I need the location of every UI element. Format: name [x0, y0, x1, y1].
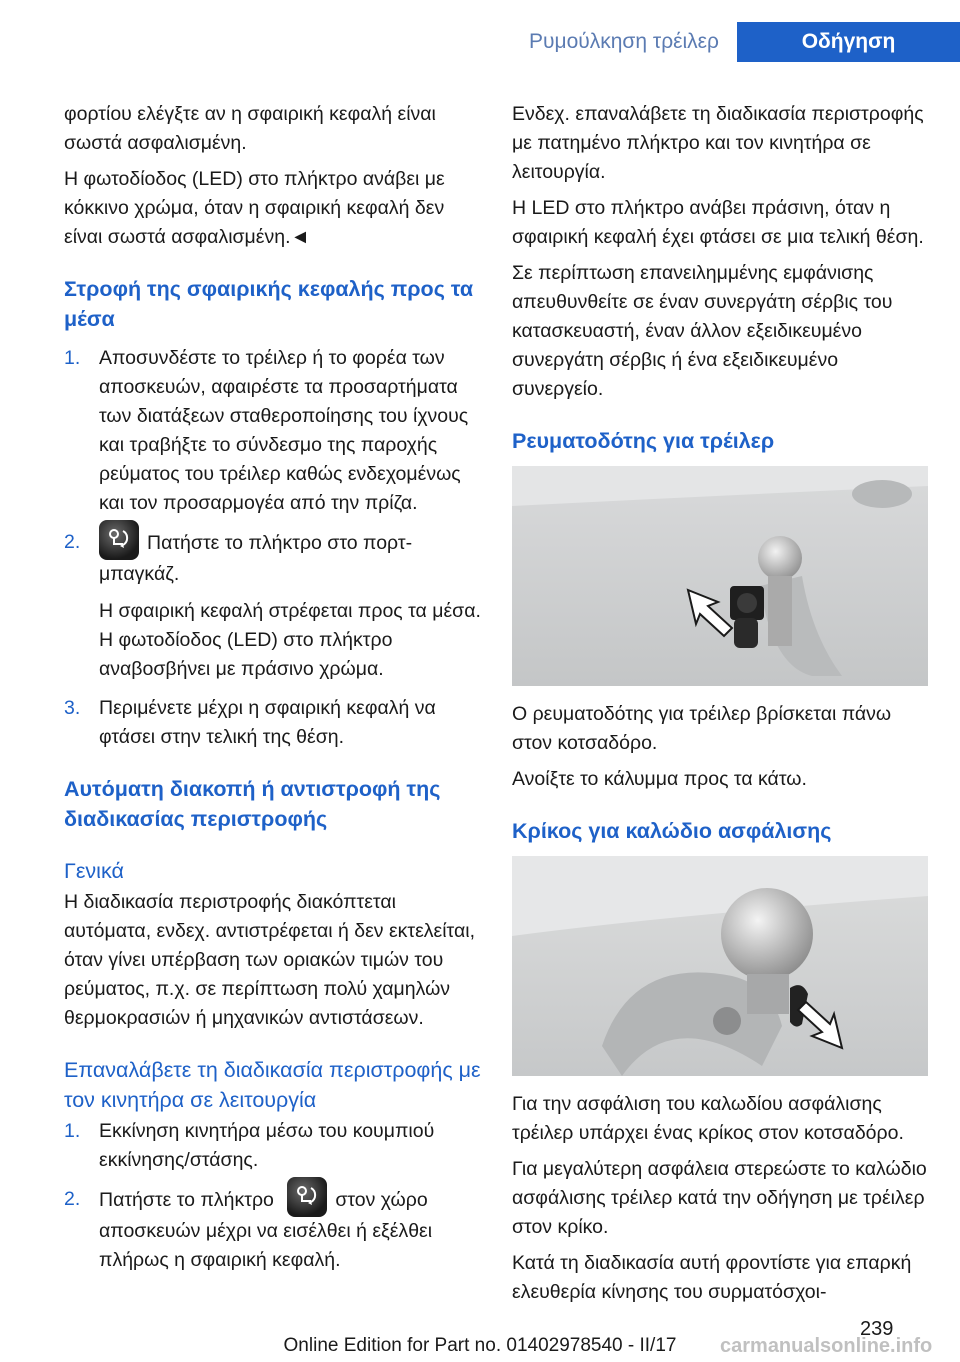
step-text: Πατήστε το πλήκτρο στο πορτ-μπαγκάζ. — [99, 532, 413, 585]
ring-photo — [512, 856, 928, 1076]
paragraph: Κατά τη διαδικασία αυτή φροντίστε για επαρκή ελευθερία κίνησης του συρματόσχοι- — [512, 1252, 912, 1303]
heading-rotate: Στροφή της σφαιρικής κεφαλής προς τα μέσα — [64, 277, 474, 331]
page-number: 239 — [860, 1318, 894, 1340]
heading-general: Γενικά — [64, 859, 124, 883]
step-text: στον χώρο αποσκευών μέχρι να εισέλθει ή εξέλθει πλήρως η σφαιρική κεφαλή. — [99, 1189, 433, 1271]
step-text: Αποσυνδέστε το τρέιλερ ή το φορέα των αποσκευών, αφαιρέστε τα προσαρτήματα των διατάξεων σταθεροποίησης του ίχνους και τραβήξτε το σύνδεσμο της παροχής ρεύματος του τρέιλερ καθώς ενδεχομένως και τον προσαρμογέα από την πρίζα. — [99, 347, 469, 514]
paragraph: Η διαδικασία περιστροφής διακόπτεται αυτόματα, ενδεχ. αντιστρέφεται ή δεν εκτελείται, όταν γίνει υπέρβαση των οριακών τιμών του ρεύματος, π.χ. σε περίπτωση πολύ χαμηλών θερμοκρασιών ή μηχανικών αντιστάσεων. — [64, 891, 476, 1029]
list-item — [64, 1117, 484, 1175]
paragraph: Ενδεχ. επαναλάβετε τη διαδικασία περιστροφής με πατημένο πλήκτρο και τον κινητήρα σε λειτουργία. — [512, 103, 924, 183]
list-item — [64, 344, 484, 518]
tab-chapter[interactable]: Οδήγηση — [737, 22, 960, 62]
step-number: 3. — [64, 697, 81, 719]
heading-power-socket: Ρευματοδότης για τρέιλερ — [512, 429, 775, 453]
step-number: 1. — [64, 1120, 81, 1142]
paragraph: Η φωτοδίοδος (LED) στο πλήκτρο ανάβει με κόκκινο χρώμα, όταν η σφαιρική κεφαλή δεν είναι σωστά ασφαλισμένη.◄ — [64, 168, 445, 248]
left-column — [64, 100, 484, 1285]
step-text: Περιμένετε μέχρι η σφαιρική κεφαλή να φτάσει στην τελική της θέση. — [99, 697, 436, 748]
list-item — [64, 1185, 484, 1275]
tow-hitch-button-icon — [287, 1177, 327, 1217]
list-item — [64, 694, 484, 752]
heading-auto: Αυτόματη διακοπή ή αντιστροφή της διαδικασίας περιστροφής — [64, 777, 441, 831]
step-number: 1. — [64, 347, 81, 369]
step-text: Εκκίνηση κινητήρα μέσω του κουμπιού εκκίνησης/στάσης. — [99, 1120, 435, 1171]
step-subtext: Η σφαιρική κεφαλή στρέφεται προς τα μέσα. Η φωτοδίοδος (LED) στο πλήκτρο αναβοσβήνει με πράσινο χρώμα. — [99, 600, 481, 680]
tab-section[interactable]: Ρυμούλκηση τρέιλερ — [529, 30, 719, 53]
paragraph: Η LED στο πλήκτρο ανάβει πράσινη, όταν η σφαιρική κεφαλή έχει φτάσει σε μια τελική θέση. — [512, 197, 924, 248]
right-column — [512, 100, 932, 1314]
socket-photo — [512, 466, 928, 686]
heading-repeat: Επαναλάβετε τη διαδικασία περιστροφής με τον κινητήρα σε λειτουργία — [64, 1058, 481, 1112]
list-item — [64, 528, 484, 684]
paragraph: Σε περίπτωση επανειλημμένης εμφάνισης απευθυνθείτε σε έναν συνεργάτη σέρβις του κατασκευαστή, έναν άλλον εξειδικευμένο συνεργάτη σέρβις ή ένα εξειδικευμένο συνεργείο. — [512, 262, 893, 400]
step-number: 2. — [64, 1188, 81, 1210]
step-number: 2. — [64, 531, 81, 553]
paragraph: Για μεγαλύτερη ασφάλεια στερεώστε το καλώδιο ασφάλισης τρέιλερ κατά την οδήγηση με τρέιλερ στον κρίκο. — [512, 1158, 927, 1238]
heading-ring: Κρίκος για καλώδιο ασφάλισης — [512, 819, 832, 843]
tow-hitch-button-icon — [99, 520, 139, 560]
page-header — [0, 0, 960, 62]
paragraph: Ανοίξτε το κάλυμμα προς τα κάτω. — [512, 768, 807, 790]
step-text: Πατήστε το πλήκτρο — [99, 1189, 274, 1212]
paragraph: Ο ρευματοδότης για τρέιλερ βρίσκεται πάνω στον κοτσαδόρο. — [512, 703, 892, 754]
paragraph: φορτίου ελέγξτε αν η σφαιρική κεφαλή είναι σωστά ασφαλισμένη. — [64, 103, 436, 154]
paragraph: Για την ασφάλιση του καλωδίου ασφάλισης τρέιλερ υπάρχει ένας κρίκος στον κοτσαδόρο. — [512, 1093, 904, 1144]
watermark: carmanualsonline.info — [720, 1335, 933, 1357]
edition-footer: Online Edition for Part no. 01402978540 - II/17 — [283, 1335, 677, 1356]
